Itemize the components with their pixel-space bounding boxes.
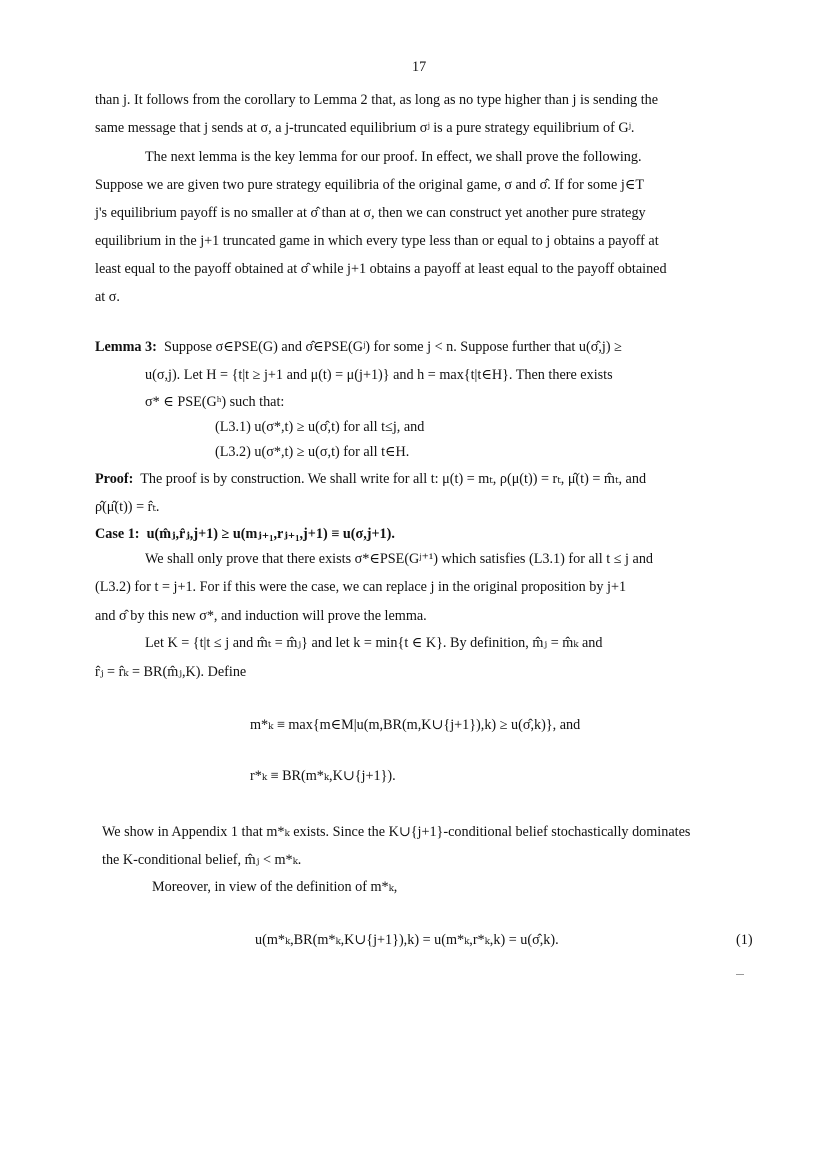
text-line: same message that j sends at σ, a j-truncated equilibrium σʲ is a pure strategy equilibrium of Gʲ. bbox=[95, 120, 635, 136]
proof-line: ρ̂(μ̂(t)) = r̂ₜ. bbox=[95, 499, 160, 515]
proof-label: Proof: bbox=[95, 471, 134, 487]
lemma-condition: (L3.2) u(σ*,t) ≥ u(σ,t) for all t∈H. bbox=[215, 444, 410, 460]
text-line: Moreover, in view of the definition of m*ₖ, bbox=[152, 879, 398, 895]
case-label: Case 1: bbox=[95, 526, 140, 542]
text-line: Suppose we are given two pure strategy equilibria of the original game, σ and σ̂. If for some j∈T bbox=[95, 177, 645, 193]
text-line: Let K = {t|t ≤ j and m̂ₜ = m̂ⱼ} and let k = min{t ∈ K}. By definition, m̂ⱼ = m̂ₖ and bbox=[145, 635, 603, 651]
lemma-label: Lemma 3: bbox=[95, 339, 157, 355]
margin-mark bbox=[736, 974, 744, 975]
text-line: the K-conditional belief, m̂ⱼ < m*ₖ. bbox=[102, 852, 302, 868]
text-line: We shall only prove that there exists σ*∈PSE(Gʲ⁺¹) which satisfies (L3.1) for all t ≤ j and bbox=[145, 551, 654, 567]
text-line: at σ. bbox=[95, 289, 120, 305]
lemma-text: Suppose σ∈PSE(G) and σ̂∈PSE(Gʲ) for some j < n. Suppose further that u(σ̂,j) ≥ bbox=[163, 339, 622, 355]
text-line: equilibrium in the j+1 truncated game in which every type less than or equal to j obtains a payoff at bbox=[95, 233, 659, 249]
case-formula: u(m̂ⱼ,r̂ⱼ,j+1) ≥ u(mⱼ₊₁,rⱼ₊₁,j+1) ≡ u(σ,j+1). bbox=[146, 526, 395, 542]
text-line: and σ̂ by this new σ*, and induction will prove the lemma. bbox=[95, 608, 427, 624]
text-line: least equal to the payoff obtained at σ̂ while j+1 obtains a payoff at least equal to the payoff obtained bbox=[95, 261, 667, 277]
definition-rk: r*ₖ ≡ BR(m*ₖ,K∪{j+1}). bbox=[250, 768, 396, 784]
case-line bbox=[95, 525, 395, 543]
proof-first-line bbox=[95, 470, 646, 488]
text-line: We show in Appendix 1 that m*ₖ exists. Since the K∪{j+1}-conditional belief stochastically dominates bbox=[102, 824, 691, 840]
text-line: r̂ⱼ = r̂ₖ = BR(m̂ⱼ,K). Define bbox=[95, 664, 247, 680]
equation-1: u(m*ₖ,BR(m*ₖ,K∪{j+1}),k) = u(m*ₖ,r*ₖ,k) = u(σ̂,k). bbox=[255, 932, 559, 948]
lemma-line: σ* ∈ PSE(Gʰ) such that: bbox=[145, 394, 285, 410]
text-line: j's equilibrium payoff is no smaller at σ̂ than at σ, then we can construct yet another pure strategy bbox=[95, 205, 646, 221]
lemma-condition: (L3.1) u(σ*,t) ≥ u(σ̂,t) for all t≤j, and bbox=[215, 419, 425, 435]
page-number: 17 bbox=[412, 59, 427, 75]
definition-mk: m*ₖ ≡ max{m∈M|u(m,BR(m,K∪{j+1}),k) ≥ u(σ̂,k)}, and bbox=[250, 717, 581, 733]
lemma-line: u(σ,j). Let H = {t|t ≥ j+1 and μ(t) = μ(j+1)} and h = max{t|t∈H}. Then there exists bbox=[145, 367, 613, 383]
proof-text: The proof is by construction. We shall write for all t: μ(t) = mₜ, ρ(μ(t)) = rₜ, μ̂(t) = m̂ₜ, and bbox=[140, 471, 647, 487]
lemma-first-line bbox=[95, 338, 622, 356]
text-line: (L3.2) for t = j+1. For if this were the case, we can replace j in the original proposition by j+1 bbox=[95, 579, 627, 595]
text-line: than j. It follows from the corollary to Lemma 2 that, as long as no type higher than j is sending the bbox=[95, 92, 659, 108]
equation-number: (1) bbox=[736, 932, 753, 948]
text-line: The next lemma is the key lemma for our proof. In effect, we shall prove the following. bbox=[145, 149, 642, 165]
